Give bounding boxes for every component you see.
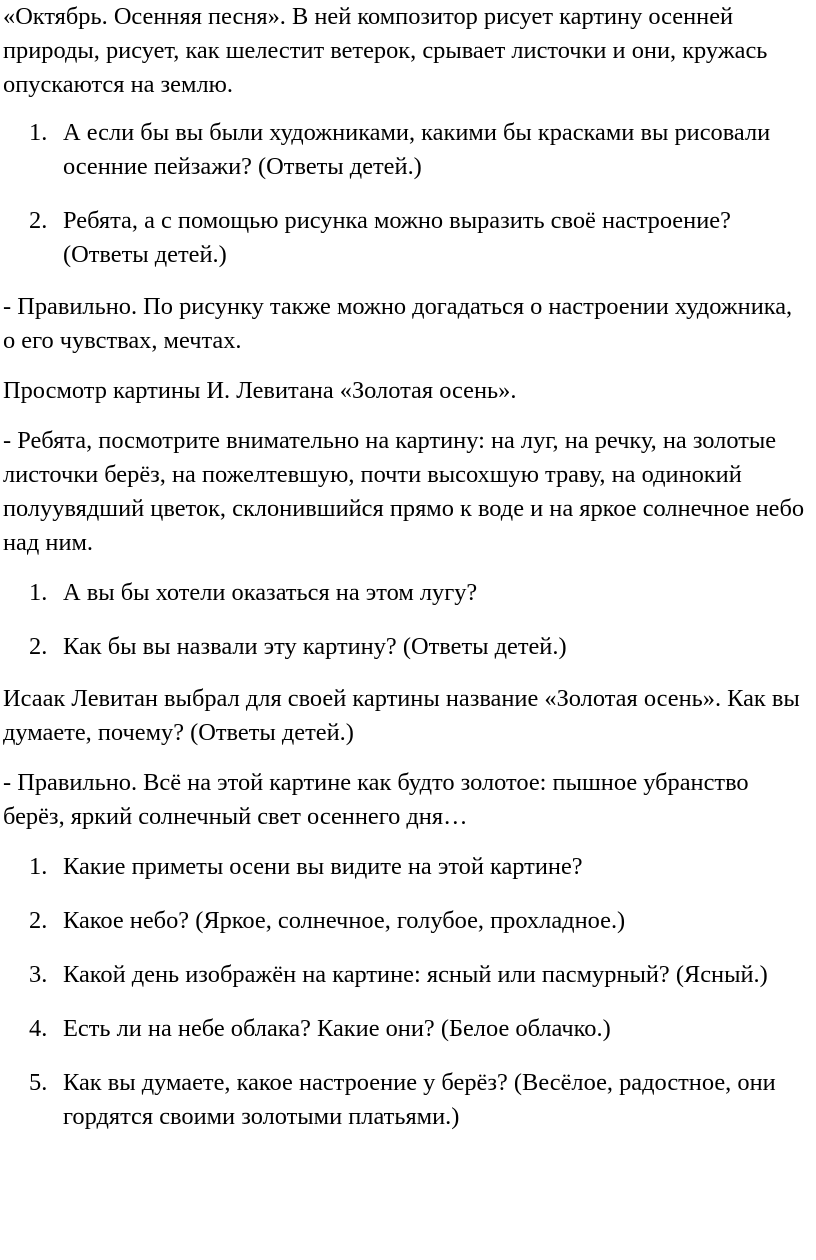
list-item-text: Как вы думаете, какое настроение у берёз? (Весёлое, радостное, они гордятся своими золотыми платьями.) [63, 1069, 776, 1130]
list-number: 4. [29, 1015, 48, 1042]
question-list-1 [3, 116, 808, 272]
list-item [3, 576, 808, 610]
list-item-text: Ребята, а с помощью рисунка можно выразить своё настроение? (Ответы детей.) [63, 207, 731, 268]
list-number: 2. [29, 207, 48, 234]
list-item [3, 1066, 808, 1134]
list-item [3, 116, 808, 184]
list-item-text: А вы бы хотели оказаться на этом лугу? [63, 579, 478, 606]
list-item-text: Есть ли на небе облака? Какие они? (Белое облачко.) [63, 1015, 611, 1042]
list-item-text: Какой день изображён на картине: ясный или пасмурный? (Ясный.) [63, 961, 768, 988]
paragraph-viewing: Просмотр картины И. Левитана «Золотая осень». [3, 377, 517, 404]
list-item [3, 630, 808, 664]
list-item [3, 204, 808, 272]
list-item [3, 1012, 808, 1046]
list-number: 1. [29, 853, 48, 880]
list-number: 2. [29, 633, 48, 660]
list-number: 1. [29, 579, 48, 606]
paragraph-correct-1: - Правильно. По рисунку также можно догадаться о настроении художника, о его чувствах, мечтах. [3, 293, 793, 354]
paragraph-look-at-painting: - Ребята, посмотрите внимательно на картину: на луг, на речку, на золотые листочки берёз, на пожелтевшую, почти высохшую траву, на одинокий полуувядший цветок, склонившийся прямо к воде и на яркое солнечное небо над ним. [3, 427, 805, 556]
question-list-2 [3, 576, 808, 664]
list-item [3, 958, 808, 992]
paragraph-intro: «Октябрь. Осенняя песня». В ней композитор рисует картину осенней природы, рисует, как шелестит ветерок, срывает листочки и они, кружась опускаются на землю. [3, 3, 768, 98]
list-number: 5. [29, 1069, 48, 1096]
list-item [3, 850, 808, 884]
list-number: 1. [29, 119, 48, 146]
paragraph-correct-2: - Правильно. Всё на этой картине как будто золотое: пышное убранство берёз, яркий солнечный свет осеннего дня… [3, 769, 749, 830]
paragraph-levitan-title: Исаак Левитан выбрал для своей картины название «Золотая осень». Как вы думаете, почему? (Ответы детей.) [3, 685, 800, 746]
list-number: 2. [29, 907, 48, 934]
list-item-text: Какие приметы осени вы видите на этой картине? [63, 853, 583, 880]
list-item-text: Какое небо? (Яркое, солнечное, голубое, прохладное.) [63, 907, 626, 934]
list-item [3, 904, 808, 938]
list-item-text: А если бы вы были художниками, какими бы красками вы рисовали осенние пейзажи? (Ответы детей.) [63, 119, 771, 180]
question-list-3 [3, 850, 808, 1134]
list-number: 3. [29, 961, 48, 988]
list-item-text: Как бы вы назвали эту картину? (Ответы детей.) [63, 633, 567, 660]
